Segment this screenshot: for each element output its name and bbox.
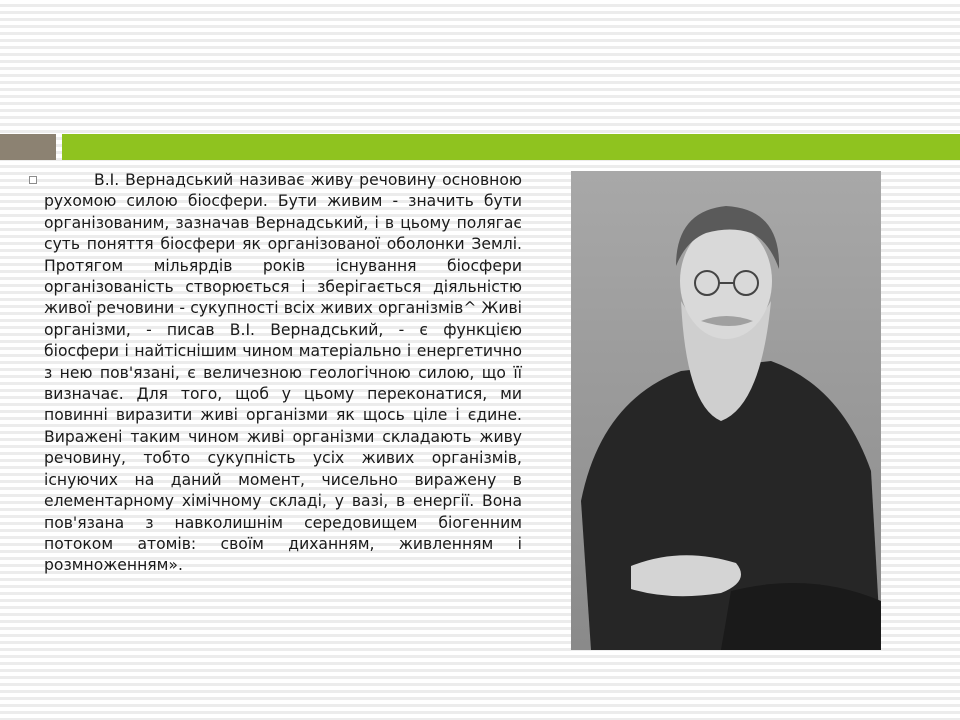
body-paragraph: В.І. Вернадський називає живу речовину основною рухомою силою біосфери. Бути живим - значить бути організованим, зазначав Вернадський, і в цьому полягає суть поняття біосфери як організованої оболонки Землі. Протягом мільярдів років існування біосфери організованість створюється і зберігається діяльністю живої речовини - сукупності всіх живих організмів^ Живі організми, - писав В.І. Вернадський, - є функцією біосфери і найтіснішим чином матеріально і енергетично з нею пов'язані, є величезною геологічною силою, що її визначає. Для того, щоб у цьому переконатися, ми повинні виразити живі організми як щось ціле і єдине. Виражені таким чином живі організми складають живу речовину, тобто сукупність усіх живих організмів, існуючих на даний момент, чисельно виражену в елементарному хімічному складі, у вазі, в енергії. Вона пов'язана з навколишнім середовищем біогенним потоком атомів: своїм диханням, живленням і розмноженням». bbox=[44, 171, 522, 575]
portrait-photo-icon bbox=[571, 171, 881, 650]
portrait-photo bbox=[571, 171, 881, 650]
header-bar-accent bbox=[62, 134, 960, 160]
header-bar-left bbox=[0, 134, 56, 160]
square-bullet-icon bbox=[29, 176, 37, 184]
